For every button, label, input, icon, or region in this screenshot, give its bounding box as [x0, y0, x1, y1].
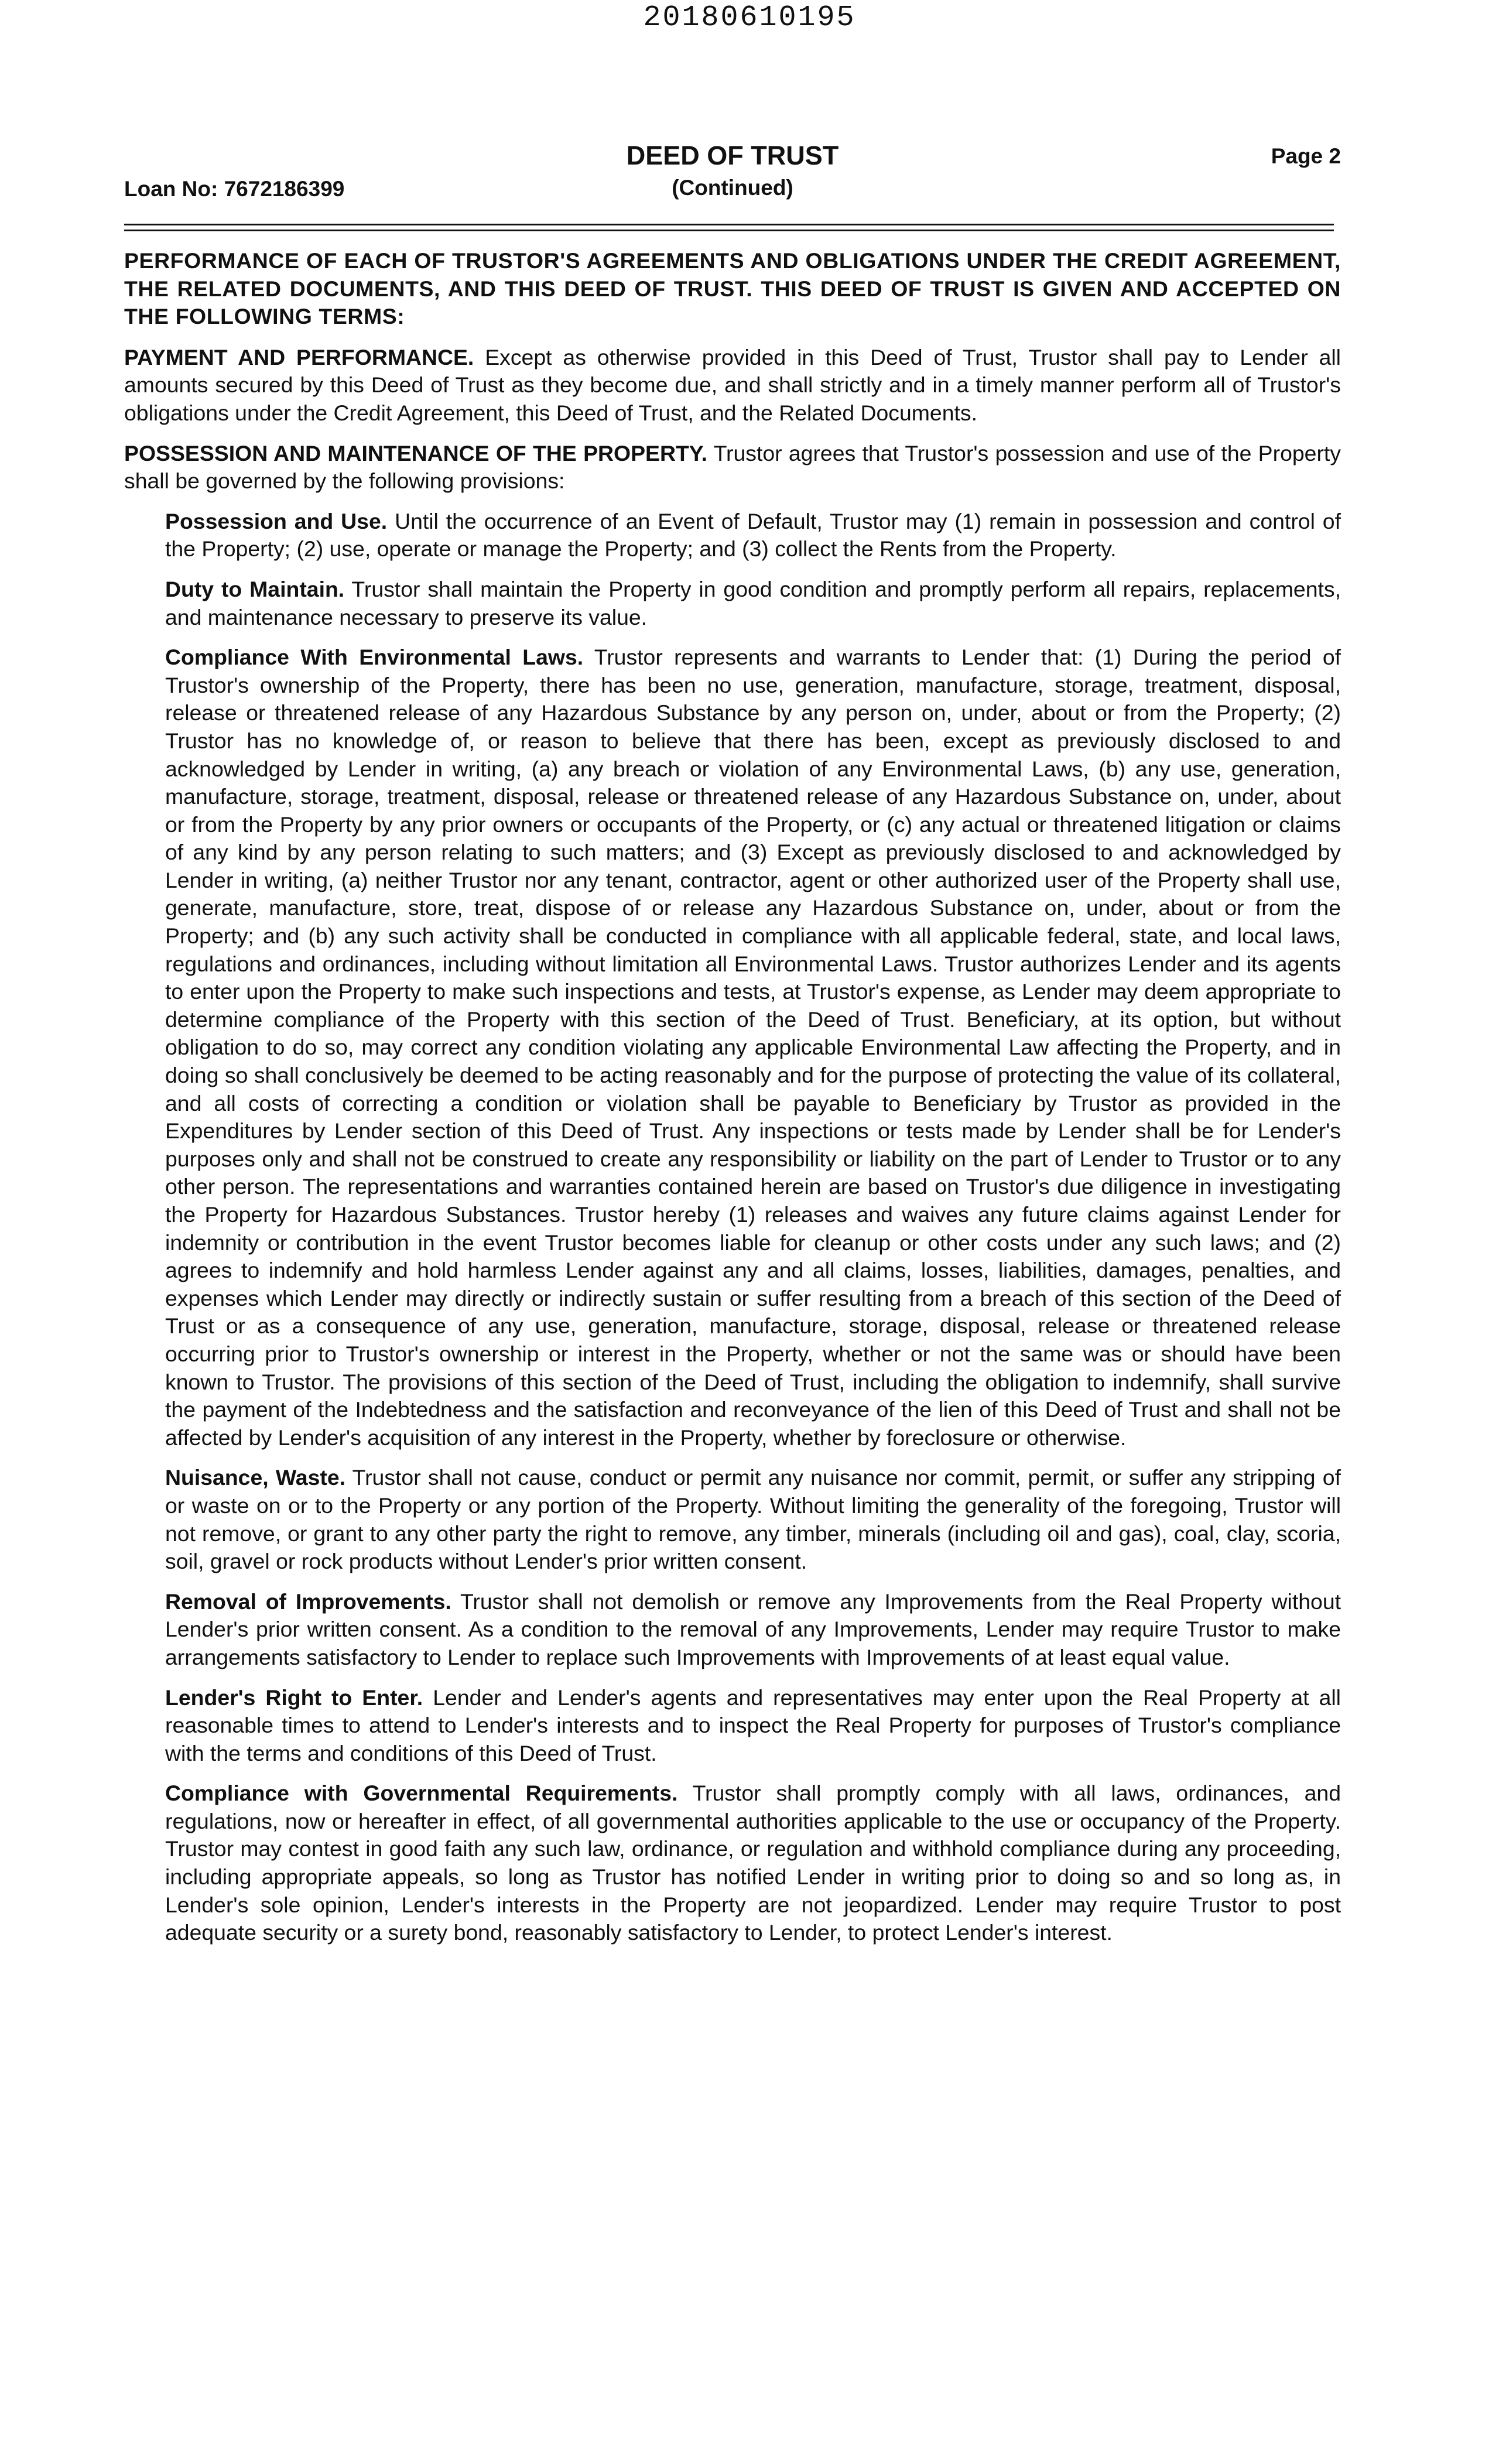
section-nuisance-waste	[165, 1464, 1341, 1575]
section-text: Trustor agrees that Trustor's possession and use of the Property shall be governed by the following provisions:	[124, 440, 1341, 494]
document-title: DEED OF TRUST	[626, 141, 839, 170]
section-heading: Compliance With Environmental Laws.	[165, 645, 584, 670]
section-duty-to-maintain	[165, 576, 1341, 631]
section-text: Trustor represents and warrants to Lender that: (1) During the period of Trustor's ownership of the Property, there has been no use, generation, manufacture, storage, treatment, disposal, release or threatened release of any Hazardous Substance by any person on, under, about or from the Property; (2) Trustor has no knowledge of, or reason to believe that there has been, except as previously disclosed to and acknowledged by Lender in writing, (a) any breach or violation of any Environmental Laws, (b) any use, generation, manufacture, storage, treatment, disposal, release or threatened release of any Hazardous Substance on, under, about or from the Property by any prior owners or occupants of the Property, or (c) any actual or threatened litigation or claims of any kind by any person relating to such matters; and (3) Except as previously disclosed to and acknowledged by Lender in writing, (a) neither Trustor nor any tenant, contractor, agent or other authorized user of the Property shall use, generate, manufacture, store, treat, dispose of or release any Hazardous Substance on, under, about or from the Property; and (b) any such activity shall be conducted in compliance with all applicable federal, state, and local laws, regulations and ordinances, including without limitation all Environmental Laws. Trustor authorizes Lender and its agents to enter upon the Property to make such inspections and tests, at Trustor's expense, as Lender may deem appropriate to determine compliance of the Property with this section of the Deed of Trust. Beneficiary, at its option, but without obligation to do so, may correct any condition violating any applicable Environmental Law affecting the Property, and in doing so shall conclusively be deemed to be acting reasonably and for the purpose of protecting the value of its collateral, and all costs of correcting a condition or violation shall be payable to Beneficiary by Trustor as provided in the Expenditures by Lender section of this Deed of Trust. Any inspections or tests made by Lender shall be for Lender's purposes only and shall not be construed to create any responsibility or liability on the part of Lender to Trustor or to any other person. The representations and warranties contained herein are based on Trustor's due diligence in investigating the Property for Hazardous Substances. Trustor hereby (1) releases and waives any future claims against Lender for indemnity or contribution in the event Trustor becomes liable for cleanup or other costs under any such laws; and (2) agrees to indemnify and hold harmless Lender against any and all claims, losses, liabilities, damages, penalties, and expenses which Lender may directly or indirectly sustain or suffer resulting from a breach of this section of the Deed of Trust or as a consequence of any use, generation, manufacture, storage, disposal, release or threatened release occurring prior to Trustor's ownership or interest in the Property, whether or not the same was or should have been known to Trustor. The provisions of this section of the Deed of Trust, including the obligation to indemnify, shall survive the payment of the Indebtedness and the satisfaction and reconveyance of the lien of this Deed of Trust and shall not be affected by Lender's acquisition of any interest in the Property, whether by foreclosure or otherwise.	[165, 645, 1341, 1450]
section-heading: Lender's Right to Enter.	[165, 1685, 423, 1710]
section-heading: Nuisance, Waste.	[165, 1465, 346, 1490]
section-text: Trustor shall promptly comply with all laws, ordinances, and regulations, now or hereafter in effect, of all governmental authorities applicable to the use or occupancy of the Property. Trustor may contest in good faith any such law, ordinance, or regulation and withhold compliance during any proceeding, including appropriate appeals, so long as Trustor has notified Lender in writing prior to doing so and so long as, in Lender's sole opinion, Lender's interests in the Property are not jeopardized. Lender may require Trustor to post adequate security or a surety bond, reasonably satisfactory to Lender, to protect Lender's interest.	[165, 1781, 1341, 1945]
section-text: Except as otherwise provided in this Deed of Trust, Trustor shall pay to Lender all amounts secured by this Deed of Trust as they become due, and shall strictly and in a timely manner perform all of Trustor's obligations under the Credit Agreement, this Deed of Trust, and the Related Documents.	[124, 344, 1341, 425]
document-subtitle: (Continued)	[672, 176, 793, 200]
recording-number: 20180610195	[643, 1, 856, 35]
document-body	[124, 247, 1341, 1959]
section-governmental-requirements	[165, 1779, 1341, 1947]
section-possession-and-use	[165, 508, 1341, 563]
page-number: Page 2	[1271, 144, 1341, 168]
section-lenders-right-to-enter	[165, 1684, 1341, 1768]
header-rule-top	[124, 224, 1334, 225]
section-payment-and-performance	[124, 344, 1341, 427]
section-environmental-laws	[165, 644, 1341, 1452]
section-heading: Duty to Maintain.	[165, 576, 345, 601]
section-possession-and-maintenance	[124, 440, 1341, 495]
page-header	[124, 138, 1341, 208]
section-heading: Possession and Use.	[165, 508, 388, 533]
section-text: Trustor shall maintain the Property in good condition and promptly perform all repairs, replacements, and maintenance necessary to preserve its value.	[165, 576, 1341, 629]
section-text: Lender and Lender's agents and representatives may enter upon the Real Property at all reasonable times to attend to Lender's interests and to inspect the Real Property for purposes of Trustor's compliance with the terms and conditions of this Deed of Trust.	[165, 1685, 1341, 1765]
section-text: Trustor shall not cause, conduct or permit any nuisance nor commit, permit, or suffer any stripping of or waste on or to the Property or any portion of the Property. Without limiting the generality of the foregoing, Trustor will not remove, or grant to any other party the right to remove, any timber, minerals (including oil and gas), coal, clay, scoria, soil, gravel or rock products without Lender's prior written consent.	[165, 1465, 1341, 1574]
section-heading: POSSESSION AND MAINTENANCE OF THE PROPERTY.	[124, 440, 707, 466]
header-rule-bottom	[124, 230, 1334, 231]
section-heading: PAYMENT AND PERFORMANCE.	[124, 344, 474, 369]
section-text: Until the occurrence of an Event of Default, Trustor may (1) remain in possession and control of the Property; (2) use, operate or manage the Property; and (3) collect the Rents from the Property.	[165, 508, 1341, 562]
intro-paragraph: PERFORMANCE OF EACH OF TRUSTOR'S AGREEMENTS AND OBLIGATIONS UNDER THE CREDIT AGREEMENT, THE RELATED DOCUMENTS, AND THIS DEED OF TRUST. THIS DEED OF TRUST IS GIVEN AND ACCEPTED ON THE FOLLOWING TERMS:	[124, 248, 1341, 329]
section-heading: Compliance with Governmental Requirements.	[165, 1781, 678, 1806]
section-removal-of-improvements	[165, 1588, 1341, 1672]
section-text: Trustor shall not demolish or remove any Improvements from the Real Property without Lender's prior written consent. As a condition to the removal of any Improvements, Lender may require Trustor to make arrangements satisfactory to Lender to replace such Improvements with Improvements of at least equal value.	[165, 1589, 1341, 1669]
section-heading: Removal of Improvements.	[165, 1589, 451, 1614]
loan-number: Loan No: 7672186399	[124, 177, 345, 201]
